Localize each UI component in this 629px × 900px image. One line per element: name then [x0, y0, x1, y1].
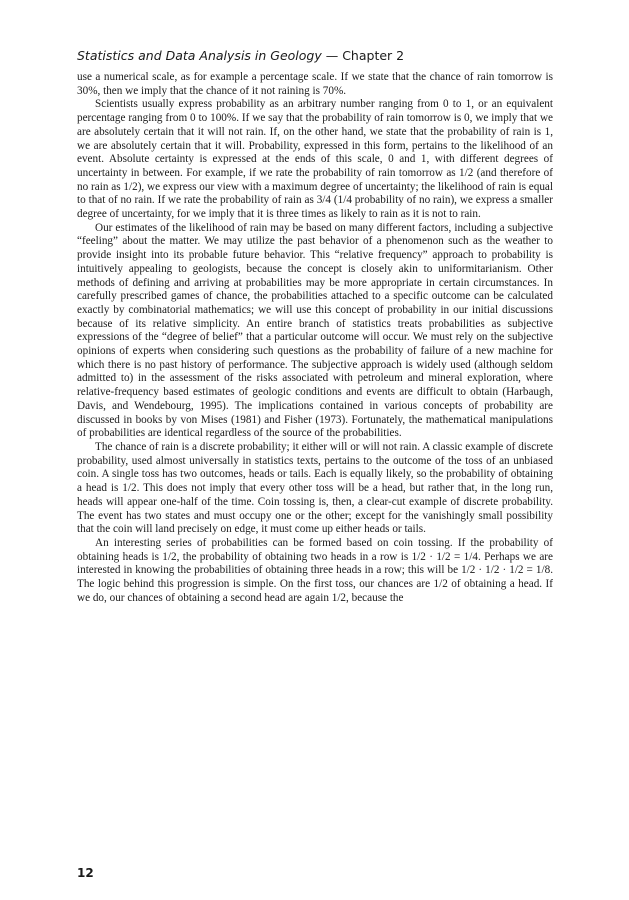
book-title: Statistics and Data Analysis in Geology [77, 48, 322, 63]
paragraph-3: Our estimates of the likelihood of rain may be based on many different factors, including a subjective “feeling” about the matter. We may utilize the past behavior of a phenomenon such as the weather to provide insight into its probable future behavior. This “relative frequency” approach to probability is intuitively appealing to geologists, because the concept is closely akin to uniformitarianism. Other methods of defining and arriving at probabilities may be more appropriate in certain circumstances. In carefully prescribed games of chance, the probabilities attached to a specific outcome can be calculated exactly by combinatorial mathematics; we will use this concept of probability in our initial discussions because of its relative simplicity. An entire branch of statistics treats probabilities as subjective expressions of the “degree of belief” that a particular outcome will occur. We must rely on the subjective opinions of experts when considering such questions as the probability of failure of a new machine for which there is no past history of performance. The subjective approach is widely used (although seldom admitted to) in the assessment of the risks associated with petroleum and mineral exploration, where relative-frequency based estimates of geologic conditions and events are difficult to obtain (Harbaugh, Davis, and Wendebourg, 1995). The implications contained in various concepts of probability are discussed in books by von Mises (1981) and Fisher (1973). Fortunately, the mathematical manipulations of probabilities are identical regardless of the source of the probabilities. [77, 221, 553, 440]
body-text [77, 71, 553, 605]
running-header [77, 48, 577, 63]
paragraph-1: use a numerical scale, as for example a percentage scale. If we state that the chance of rain tomorrow is 30%, then we imply that the chance of it not raining is 70%. [77, 71, 553, 97]
paragraph-5: An interesting series of probabilities can be formed based on coin tossing. If the probability of obtaining heads is 1/2, the probability of obtaining two heads in a row is 1/2 · 1/2 = 1/4. Perhaps we are interested in knowing the probabilities of obtaining three heads in a row; this will be 1/2 · 1/2 · 1/2 = 1/8. The logic behind this progression is simple. On the first toss, our chances are 1/2 of obtaining a head. If we do, our chances of obtaining a second head are again 1/2, because the [77, 536, 553, 604]
paragraph-2: Scientists usually express probability as an arbitrary number ranging from 0 to 1, or an equivalent percentage ranging from 0 to 100%. If we say that the probability of rain tomorrow is 0, we imply that we are absolutely certain that it will not rain. If, on the other hand, we state that the probability of rain is 1, we are absolutely certain that it will. Probability, expressed in this form, pertains to the likelihood of an event. Absolute certainty is expressed at the ends of this scale, 0 and 1, with different degrees of uncertainty in between. For example, if we rate the probability of rain tomorrow as 1/2 (and therefore of no rain as 1/2), we express our view with a maximum degree of uncertainty; the likelihood of rain is equal to that of no rain. If we rate the probability of rain as 3/4 (1/4 probability of no rain), we express a smaller degree of uncertainty, for we imply that it is three times as likely to rain as it is not to rain. [77, 98, 553, 221]
header-separator: — [321, 48, 343, 63]
paragraph-4: The chance of rain is a discrete probability; it either will or will not rain. A classic example of discrete probability, used almost universally in statistics texts, pertains to the outcome of the toss of an unbiased coin. A single toss has two outcomes, heads or tails. Each is equally likely, so the probability of obtaining a head is 1/2. This does not imply that every other toss will be a head, but rather that, in the long run, heads will appear one-half of the time. Coin tossing is, then, a clear-cut example of discrete probability. The event has two states and must occupy one or the other; except for the vanishingly small possibility that the coin will land precisely on edge, it must come up either heads or tails. [77, 440, 553, 536]
chapter-label: Chapter 2 [342, 48, 405, 63]
page-number: 12 [77, 866, 94, 880]
